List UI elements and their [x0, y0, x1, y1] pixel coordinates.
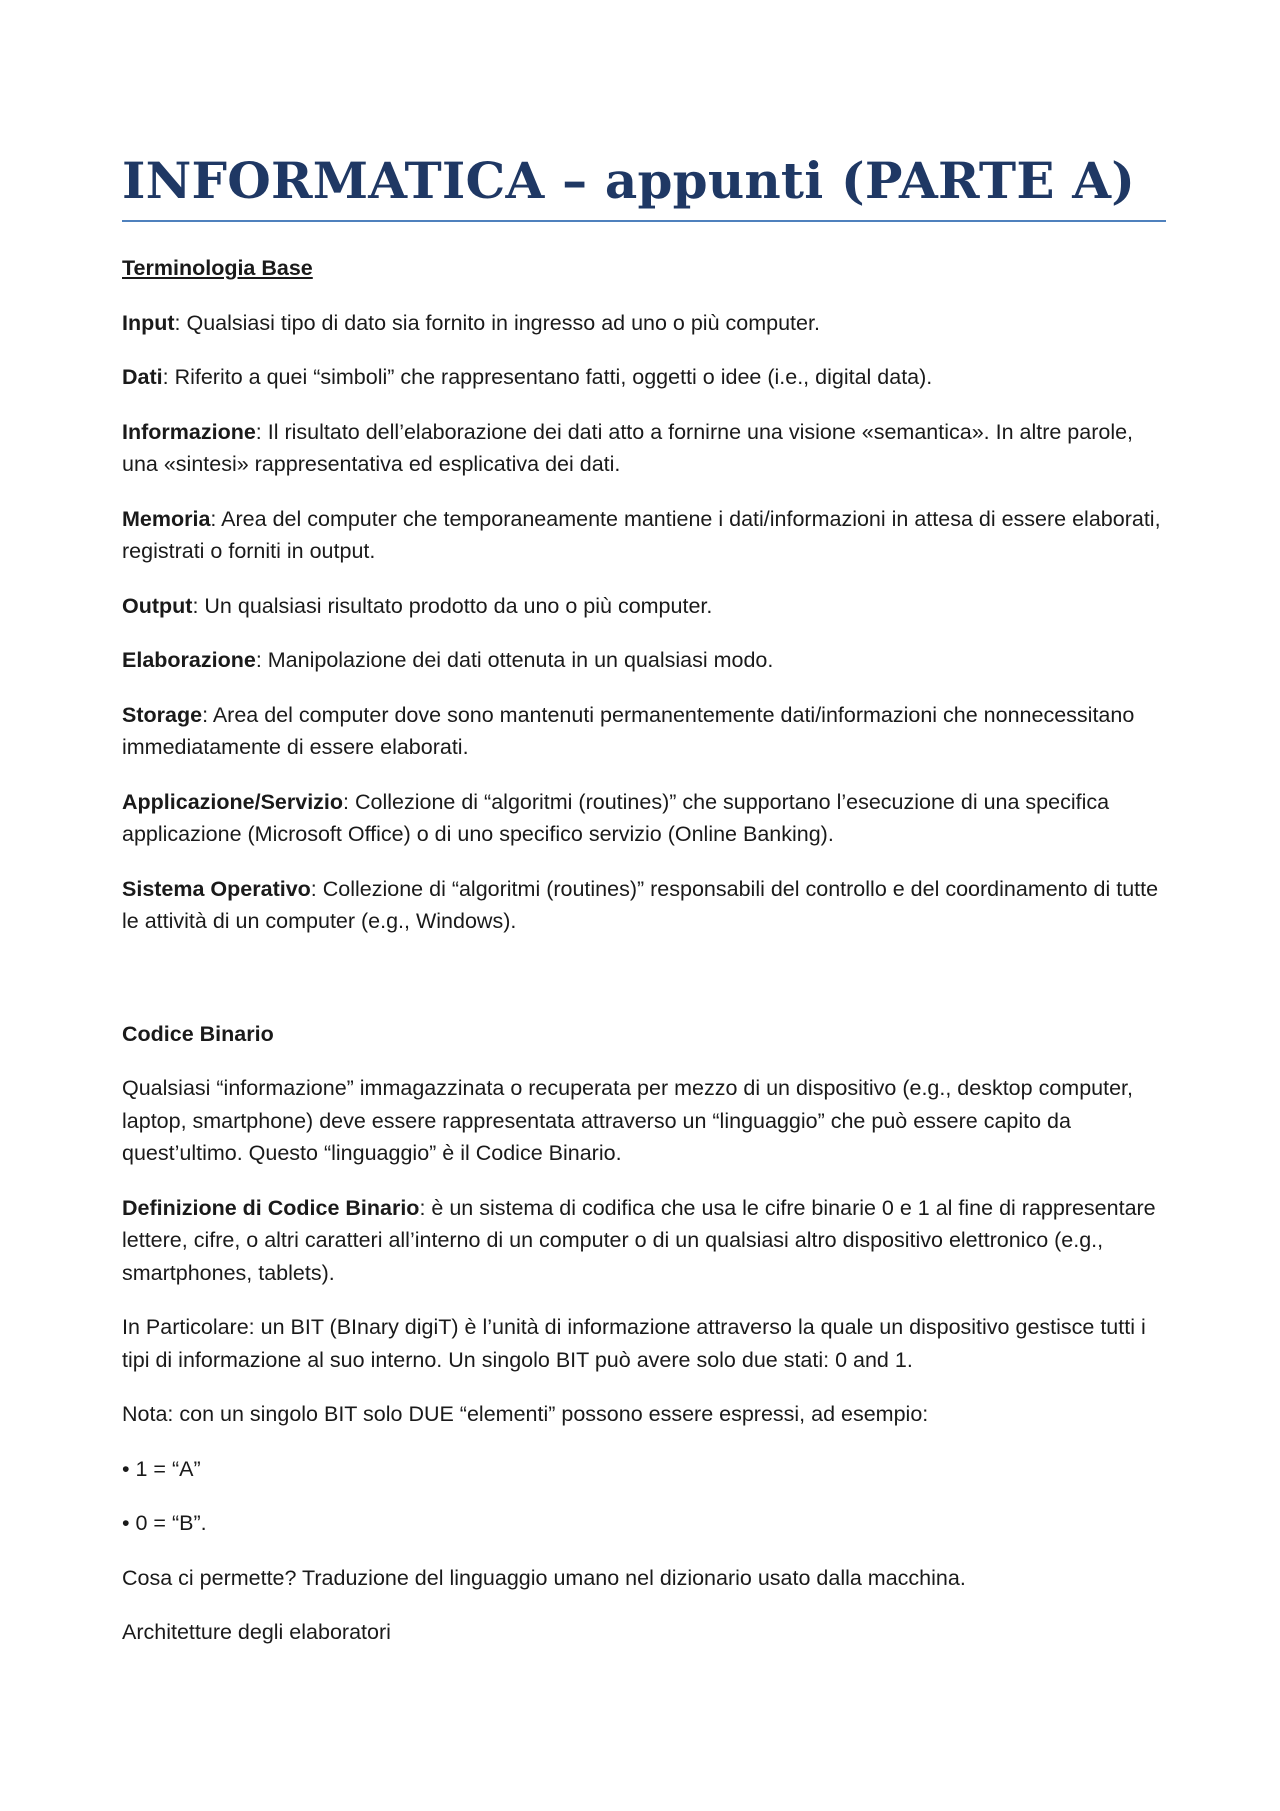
term-label: Output [122, 593, 193, 618]
term-label: Storage [122, 702, 203, 727]
term-label: Informazione [122, 419, 256, 444]
term-entry-applicazione [122, 786, 1166, 851]
document-page [122, 150, 1166, 1649]
term-label: Applicazione/Servizio [122, 789, 344, 814]
term-definition: : Un qualsiasi risultato prodotto da uno o più computer. [192, 593, 713, 618]
term-label: Sistema Operativo [122, 876, 311, 901]
section-heading-terminology: Terminologia Base [122, 256, 313, 280]
term-label: Memoria [122, 506, 211, 531]
document-title: INFORMATICA – appunti (PARTE A) [122, 150, 1166, 222]
term-entry-elaborazione [122, 644, 1166, 677]
term-label: Dati [122, 365, 163, 389]
term-entry-dati [122, 361, 1166, 394]
term-entry-sistema-operativo [122, 873, 1166, 938]
bullet-item: • 1 = “A” [122, 1456, 201, 1481]
section-heading-binary: Codice Binario [122, 1021, 274, 1046]
binary-particular: In Particolare: un BIT (BInary digiT) è l’unità di informazione attraverso la quale un dispositivo gestisce tutti i tipi di informazione al suo interno. Un singolo BIT può avere solo due stati: 0 and 1. [122, 1315, 1146, 1372]
next-topic: Architetture degli elaboratori [122, 1620, 391, 1644]
term-entry-storage [122, 699, 1166, 764]
term-definition: : Manipolazione dei dati ottenuta in un qualsiasi modo. [255, 648, 774, 672]
term-label: Input [122, 310, 175, 335]
bullet-item: • 0 = “B”. [122, 1511, 207, 1535]
term-entry-output [122, 590, 1166, 623]
term-definition: : Riferito a quei “simboli” che rappresentano fatti, oggetti o idee (i.e., digital data). [162, 365, 933, 389]
term-definition: : Collezione di “algoritmi (routines)” responsabili del controllo e del coordinamento di tutte le attività di un computer (e.g., Windows). [122, 876, 1159, 933]
binary-definition [122, 1192, 1166, 1290]
term-entry-informazione [122, 416, 1166, 481]
binary-intro: Qualsiasi “informazione” immagazzinata o recuperata per mezzo di un dispositivo (e.g., desktop computer, laptop, smartphone) deve essere rappresentata attraverso un “linguaggio” che può essere capito da quest’ultimo. Questo “linguaggio” è il Codice Binario. [122, 1076, 1133, 1165]
binary-note: Nota: con un singolo BIT solo DUE “elementi” possono essere espressi, ad esempio: [122, 1402, 929, 1426]
definition-text: : è un sistema di codifica che usa le cifre binarie 0 e 1 al fine di rappresentare lettere, cifre, o altri caratteri all’interno di un computer o di un qualsiasi altro dispositivo elettronico (e.g., smartphones, tablets). [122, 1195, 1156, 1285]
definition-label: Definizione di Codice Binario [122, 1195, 420, 1220]
binary-question: Cosa ci permette? Traduzione del linguaggio umano nel dizionario usato dalla macchina. [122, 1565, 966, 1590]
term-definition: : Qualsiasi tipo di dato sia fornito in ingresso ad uno o più computer. [174, 310, 820, 335]
term-entry-memoria [122, 503, 1166, 568]
term-entry-input [122, 307, 1166, 340]
term-definition: : Collezione di “algoritmi (routines)” che supportano l’esecuzione di una specifica applicazione (Microsoft Office) o di uno specifico servizio (Online Banking). [122, 789, 1110, 846]
term-label: Elaborazione [122, 648, 256, 672]
term-definition: : Il risultato dell’elaborazione dei dati atto a fornirne una visione «semantica». In altre parole, una «sintesi» rappresentativa ed esplicativa dei dati. [122, 419, 1134, 476]
term-definition: : Area del computer che temporaneamente mantiene i dati/informazioni in attesa di essere elaborati, registrati o forniti in output. [122, 506, 1161, 563]
term-definition: : Area del computer dove sono mantenuti permanentemente dati/informazioni che nonnecessitano immediatamente di essere elaborati. [122, 702, 1135, 759]
